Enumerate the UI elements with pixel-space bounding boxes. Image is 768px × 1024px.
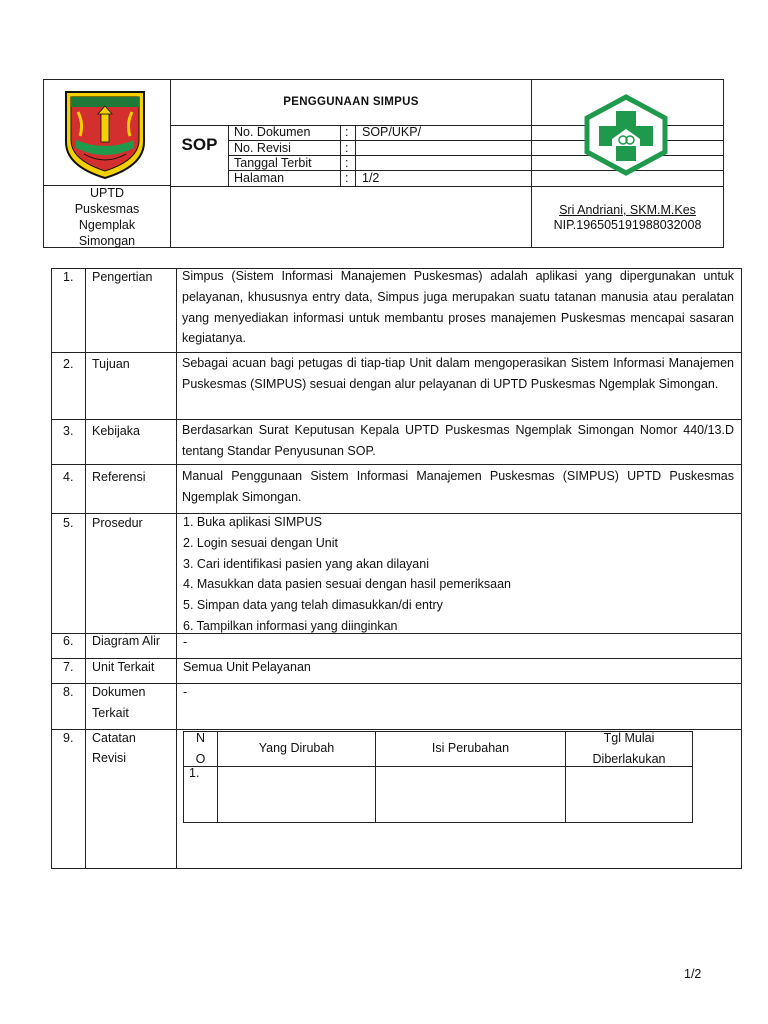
- field-value-no-dokumen: SOP/UKP/: [362, 125, 422, 139]
- section-number: 9.: [63, 731, 74, 745]
- field-label-no-dokumen: No. Dokumen: [234, 125, 311, 139]
- section-content-pengertian: Simpus (Sistem Informasi Manajemen Puskesmas) adalah aplikasi yang dipergunakan untuk pelayanan, khususnya entry data, Simpus juga merupakan suatu tatanan manusia atau peralatan yang menyediakan informasi untuk membantu proses manajemen Puskesmas mencapai sasaran kegiatanya.: [182, 269, 734, 346]
- revision-col-date-2: Diberlakukan: [592, 752, 666, 766]
- revision-row-number: 1.: [189, 766, 200, 780]
- page-number: 1/2: [684, 967, 702, 981]
- field-sep: :: [345, 171, 349, 185]
- section-label-catatan-revisi-2: Revisi: [92, 751, 127, 765]
- document-title: PENGGUNAAN SIMPUS: [283, 96, 419, 108]
- revision-col-date: Tgl Mulai: [603, 731, 655, 745]
- regional-crest-logo: [62, 90, 148, 180]
- revision-col-no: N: [195, 731, 206, 745]
- unit-name: UPTD Puskesmas Ngemplak Simongan: [74, 186, 140, 248]
- section-content-referensi: Manual Penggunaan Sistem Informasi Manajemen Puskesmas (SIMPUS) UPTD Puskesmas Ngemplak Simongan.: [182, 469, 734, 504]
- section-number: 6.: [63, 634, 74, 648]
- revision-col-changed: Yang Dirubah: [258, 741, 335, 755]
- procedure-step: 3. Cari identifikasi pasien yang akan dilayani: [183, 556, 429, 571]
- section-label-prosedur: Prosedur: [92, 516, 143, 530]
- section-label-referensi: Referensi: [92, 470, 146, 484]
- field-sep: :: [345, 156, 349, 170]
- section-number: 3.: [63, 424, 74, 438]
- field-sep: :: [345, 141, 349, 155]
- procedure-step: 2. Login sesuai dengan Unit: [183, 535, 338, 550]
- field-label-no-revisi: No. Revisi: [234, 141, 291, 155]
- procedure-steps: [183, 512, 511, 637]
- section-content-diagram-alir: -: [183, 635, 188, 649]
- section-label-pengertian: Pengertian: [92, 270, 153, 284]
- section-number: 1.: [63, 270, 74, 284]
- section-label-tujuan: Tujuan: [92, 357, 130, 371]
- section-label-kebijakan: Kebijaka: [92, 424, 140, 438]
- section-number: 7.: [63, 660, 74, 674]
- revision-col-no-2: O: [195, 752, 206, 766]
- procedure-step: 5. Simpan data yang telah dimasukkan/di entry: [183, 598, 443, 613]
- sop-label: SOP: [181, 135, 218, 154]
- field-label-tanggal-terbit: Tanggal Terbit: [234, 156, 312, 170]
- section-label-dokumen-terkait: Dokumen: [92, 685, 146, 699]
- procedure-step: 1. Buka aplikasi SIMPUS: [183, 515, 322, 529]
- section-label-diagram-alir: Diagram Alir: [92, 634, 161, 648]
- field-sep: :: [345, 125, 349, 139]
- signatory-nip: NIP.196505191988032008: [553, 218, 702, 232]
- section-number: 4.: [63, 470, 74, 484]
- signatory-name: Sri Andriani, SKM.M.Kes: [559, 203, 696, 217]
- section-content-kebijakan: Berdasarkan Surat Keputusan Kepala UPTD Puskesmas Ngemplak Simongan Nomor 440/13.D tentang Standar Penyusunan SOP.: [182, 423, 734, 458]
- procedure-step: 6. Tampilkan informasi yang diinginkan: [183, 618, 398, 633]
- procedure-step: 4. Masukkan data pasien sesuai dengan hasil pemeriksaan: [183, 577, 511, 592]
- section-content-tujuan: Sebagai acuan bagi petugas di tiap-tiap Unit dalam mengoperasikan Sistem Informasi Manajemen Puskesmas (SIMPUS) sesuai dengan alur pelayanan di UPTD Puskesmas Ngemplak Simongan.: [182, 356, 734, 391]
- section-number: 8.: [63, 685, 74, 699]
- section-content-unit-terkait: Semua Unit Pelayanan: [183, 660, 311, 674]
- section-number: 2.: [63, 357, 74, 371]
- section-label-dokumen-terkait-2: Terkait: [92, 706, 129, 720]
- puskesmas-logo: [582, 94, 670, 176]
- field-value-halaman: 1/2: [362, 171, 380, 185]
- revision-col-content: Isi Perubahan: [431, 741, 510, 755]
- field-label-halaman: Halaman: [234, 171, 285, 185]
- section-number: 5.: [63, 516, 74, 530]
- section-content-dokumen-terkait: -: [183, 685, 188, 699]
- section-label-catatan-revisi: Catatan: [92, 731, 136, 745]
- section-label-unit-terkait: Unit Terkait: [92, 660, 155, 674]
